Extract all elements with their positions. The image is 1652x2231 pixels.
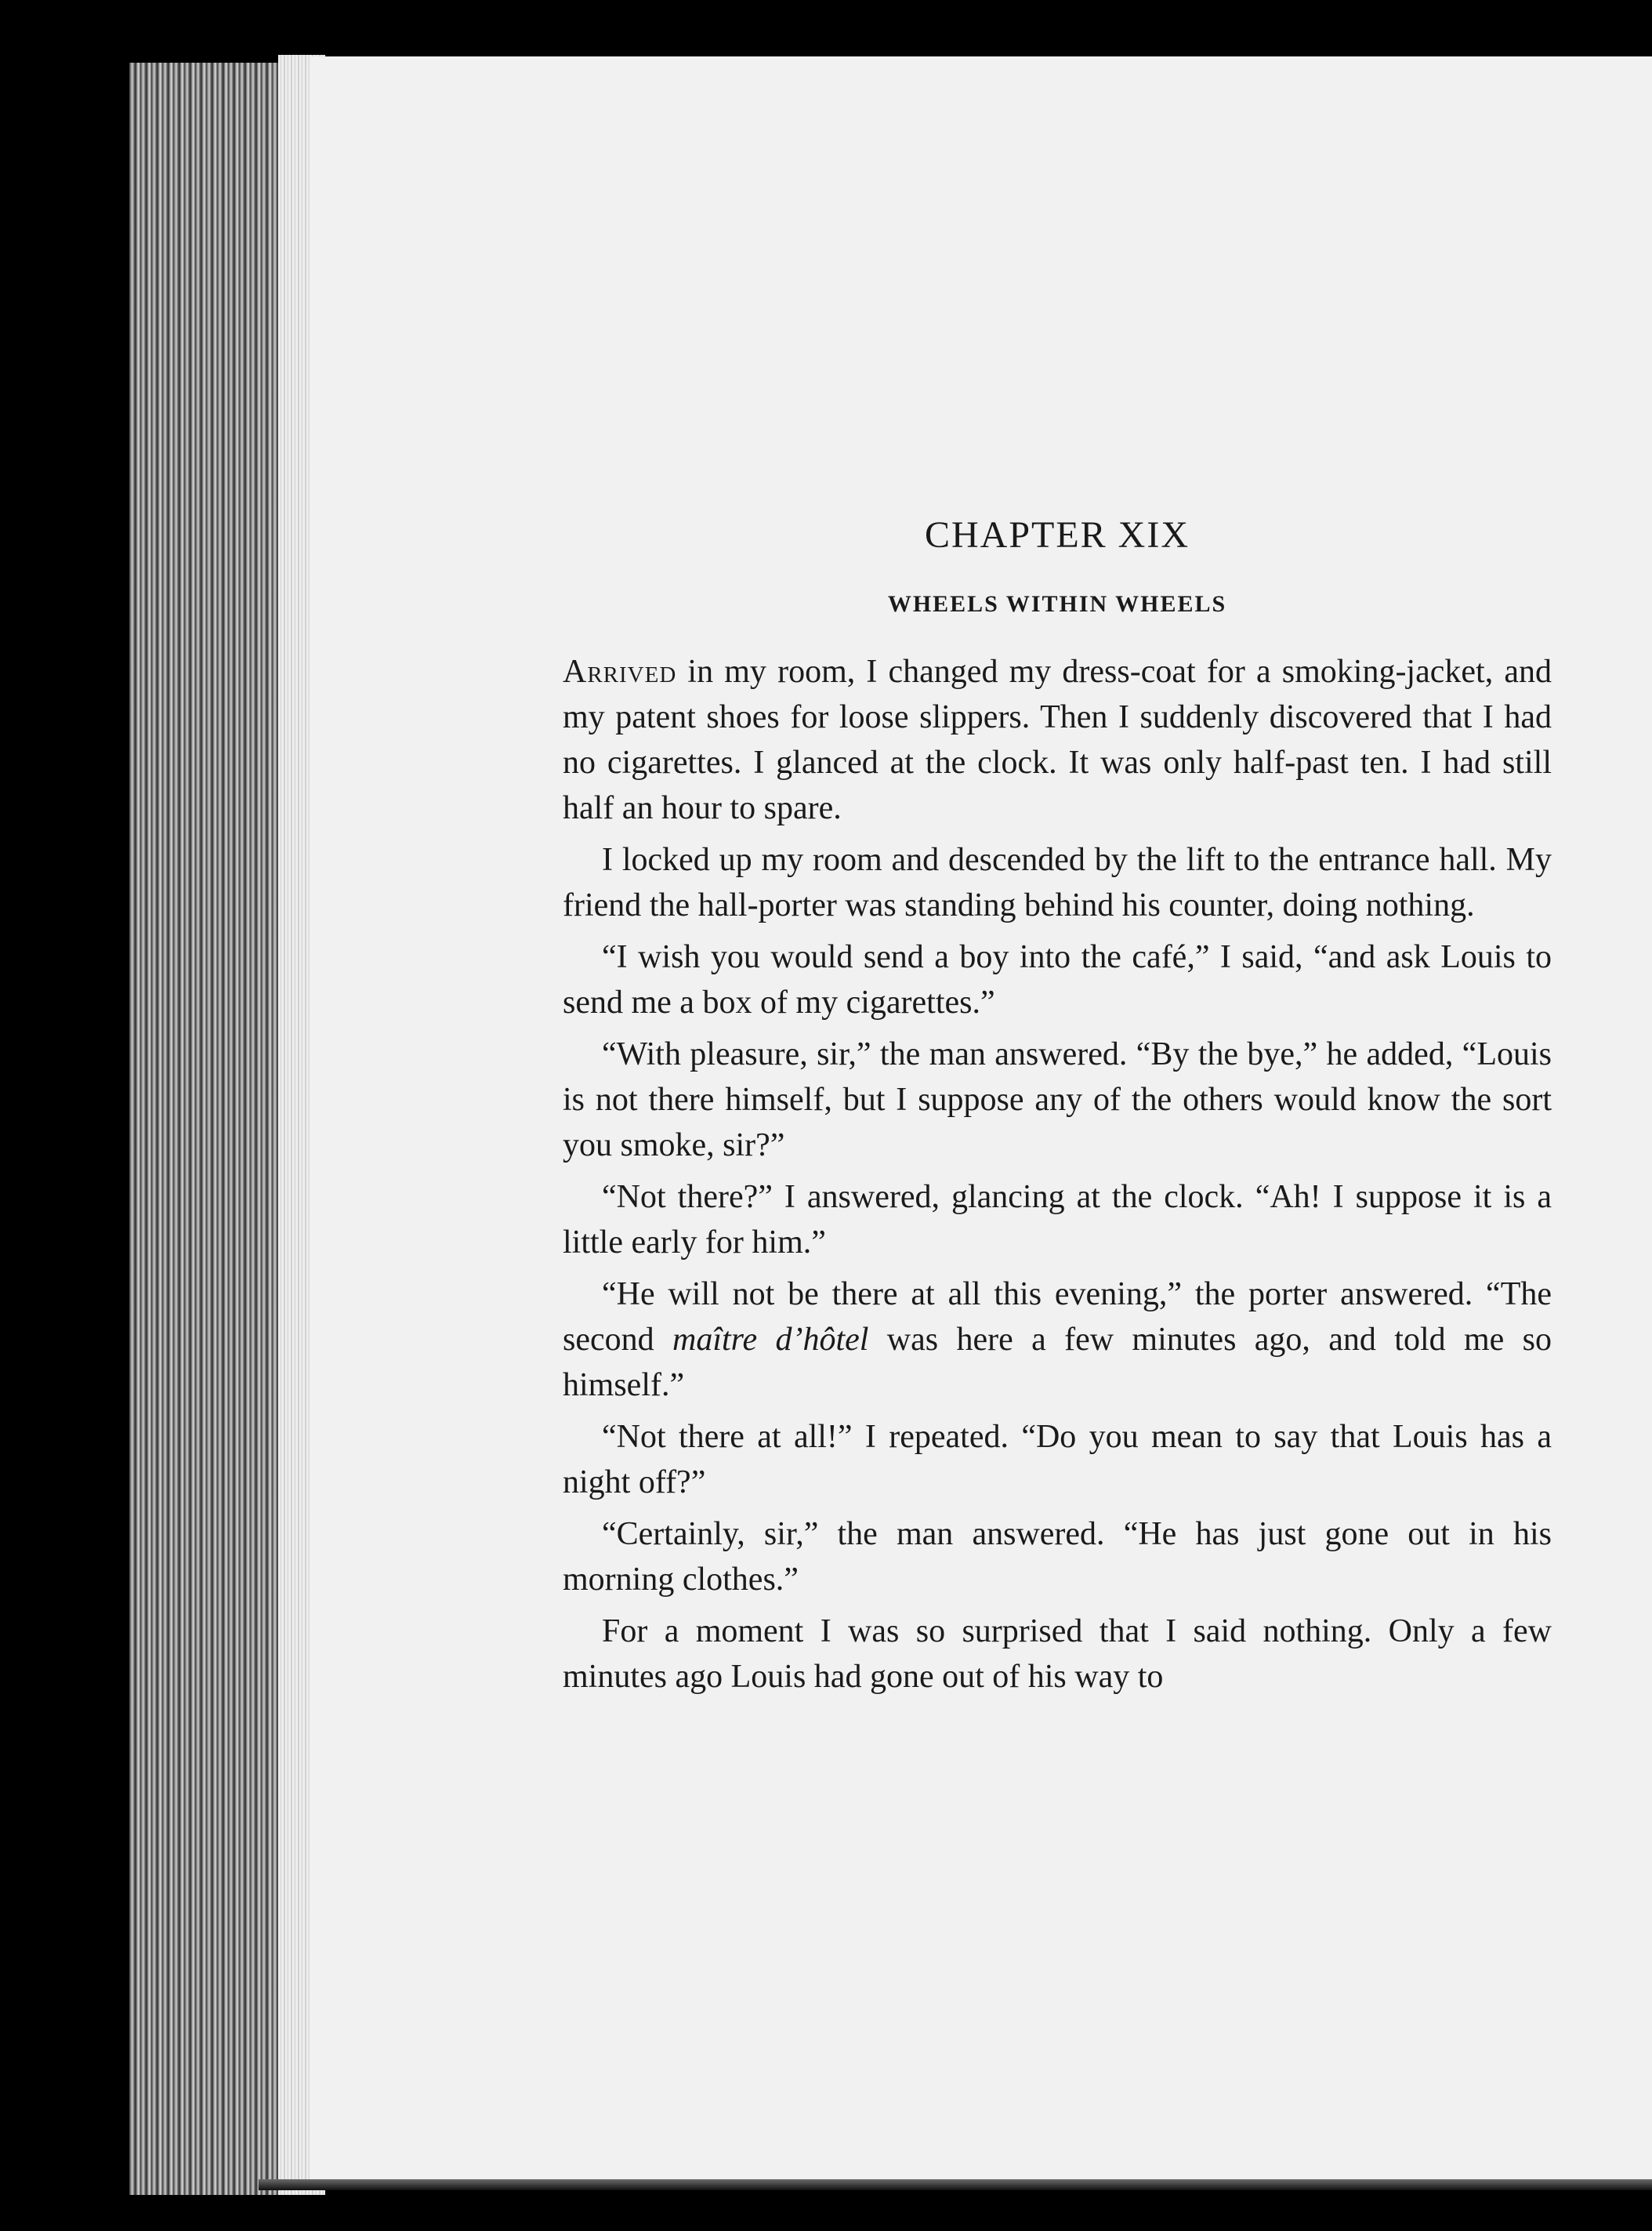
paragraph-1: [563, 649, 1552, 831]
page-text-block: [563, 513, 1552, 1706]
paragraph-6-italic-phrase: maître d’hôtel: [672, 1322, 869, 1358]
paragraph-5: “Not there?” I answered, glancing at the clock. “Ah! I suppose it is a little early for him.”: [563, 1179, 1552, 1261]
paragraph-1-text: in my room, I changed my dress-coat for a smoking-jacket, and my patent shoes for loose slippers. Then I suddenly discovered that I had no cigarettes. I glanced at the clock. It was only half-past ten. I had still half an hour to spare.: [563, 654, 1552, 826]
paragraph-1-lead-word: Arrived: [563, 654, 677, 690]
paragraph-4: “With pleasure, sir,” the man answered. “By the bye,” he added, “Louis is not there himself, but I suppose any of the others would know the sort you smoke, sir?”: [563, 1036, 1552, 1163]
book-bottom-edge: [259, 2179, 1652, 2190]
chapter-subtitle: WHEELS WITHIN WHEELS: [887, 591, 1227, 617]
paragraph-6-after: was here a few minutes ago, and told me so himself.”: [563, 1322, 1552, 1403]
chapter-heading: CHAPTER XIX: [924, 514, 1190, 556]
paragraph-6-before: “He will not be there at all this evening,” the porter answered. “The second: [563, 1276, 1552, 1358]
paragraph-7: “Not there at all!” I repeated. “Do you mean to say that Louis has a night off?”: [563, 1419, 1552, 1500]
paragraph-2: I locked up my room and descended by the lift to the entrance hall. My friend the hall-porter was standing behind his counter, doing nothing.: [563, 842, 1552, 923]
paragraph-9: For a moment I was so surprised that I said nothing. Only a few minutes ago Louis had gone out of his way to: [563, 1613, 1552, 1695]
paragraph-6: [563, 1271, 1552, 1408]
paragraph-8: “Certainly, sir,” the man answered. “He has just gone out in his morning clothes.”: [563, 1516, 1552, 1598]
paragraph-3: “I wish you would send a boy into the café,” I said, “and ask Louis to send me a box of my cigarettes.”: [563, 939, 1552, 1021]
